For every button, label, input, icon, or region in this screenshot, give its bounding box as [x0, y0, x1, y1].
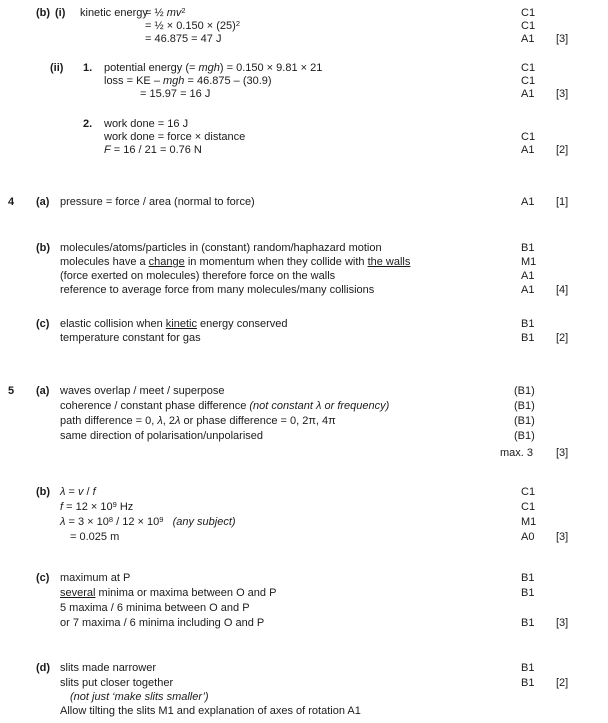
- answer-text: (force exerted on molecules) therefore force on the walls: [60, 270, 336, 282]
- scheme-line: [0, 677, 608, 690]
- answer-text: pressure = force / area (normal to force): [60, 196, 255, 208]
- mark-code: C1: [521, 486, 536, 498]
- part-label: (a): [36, 196, 50, 208]
- scheme-line: [0, 691, 608, 704]
- answer-text: waves overlap / meet / superpose: [60, 385, 225, 397]
- mark-total: [2]: [556, 144, 569, 156]
- mark-code: A0: [521, 531, 535, 543]
- scheme-line: [0, 256, 608, 269]
- mark-total: [3]: [556, 617, 569, 629]
- mark-code: B1: [521, 318, 535, 330]
- answer-text: molecules/atoms/particles in (constant) random/haphazard motion: [60, 242, 382, 254]
- mark-code: (B1): [514, 415, 535, 427]
- answer-text: slits put closer together: [60, 677, 174, 689]
- scheme-line: [0, 284, 608, 297]
- mark-code: B1: [521, 332, 535, 344]
- scheme-line: [0, 88, 608, 101]
- mark-code: C1: [521, 20, 536, 32]
- scheme-line: [0, 531, 608, 544]
- part-label: (c): [36, 572, 50, 584]
- answer-text: potential energy (= mgh) = 0.150 × 9.81 × 21: [104, 62, 323, 74]
- mark-code: B1: [521, 587, 535, 599]
- mark-code: M1: [521, 516, 537, 528]
- answer-text: slits made narrower: [60, 662, 156, 674]
- answer-text: maximum at P: [60, 572, 131, 584]
- answer-text: = ½ $mv^2$: [145, 5, 186, 19]
- part-label: (a): [36, 385, 50, 397]
- answer-text: = ½ × $0.150 \times (25)^2$: [145, 18, 240, 32]
- mark-code: A1: [521, 284, 535, 296]
- part-label: (b): [36, 7, 51, 19]
- mark-code: C1: [521, 62, 536, 74]
- answer-text: $\lambda = 3 \times 10^8 / 12 \times 10^9$ (any subject): [60, 514, 236, 528]
- answer-text: λ = v / f: [60, 486, 96, 498]
- mark-code: A1: [521, 270, 535, 282]
- answer-text: molecules have a change in momentum when they collide with the walls: [60, 256, 411, 268]
- answer-text: F = 16 / 21 = 0.76 N: [104, 144, 202, 156]
- answer-text: loss = KE – mgh = 46.875 – (30.9): [104, 75, 272, 87]
- answer-text: temperature constant for gas: [60, 332, 201, 344]
- mark-total: [2]: [556, 332, 569, 344]
- mark-total: [3]: [556, 531, 569, 543]
- answer-text: coherence / constant phase difference (not constant λ or frequency): [60, 400, 390, 412]
- mark-code: A1: [521, 196, 535, 208]
- answer-text: = 15.97 = 16 J: [140, 88, 211, 100]
- answer-text: path difference = 0, λ, 2λ or phase difference = 0, 2π, 4π: [60, 415, 336, 427]
- mark-code: B1: [521, 677, 535, 689]
- answer-text: kinetic energy: [80, 7, 148, 19]
- scheme-line: [0, 7, 608, 20]
- answer-text: Allow tilting the slits M1 and explanation of axes of rotation A1: [60, 705, 361, 717]
- scheme-line: [0, 617, 608, 630]
- mark-code: C1: [521, 7, 536, 19]
- mark-code: C1: [521, 501, 536, 513]
- mark-code: (B1): [514, 400, 535, 412]
- mark-code: (B1): [514, 385, 535, 397]
- mark-total: [3]: [556, 33, 569, 45]
- answer-text: work done = 16 J: [104, 118, 189, 130]
- mark-code: A1: [521, 33, 535, 45]
- answer-text: reference to average force from many molecules/many collisions: [60, 284, 375, 296]
- mark-code: B1: [521, 617, 535, 629]
- part-label: (d): [36, 662, 51, 674]
- mark-code: A1: [521, 144, 535, 156]
- answer-text: work done = force × distance: [104, 131, 246, 143]
- answer-text: 5 maxima / 6 minima between O and P: [60, 602, 250, 614]
- scheme-line: [0, 705, 608, 718]
- answer-text: $f = 12 \times 10^9$ Hz: [60, 499, 134, 513]
- mark-total: [1]: [556, 196, 569, 208]
- scheme-line: [0, 602, 608, 615]
- answer-text: several minima or maxima between O and P: [60, 587, 277, 599]
- mark-code: M1: [521, 256, 537, 268]
- mark-total: [2]: [556, 677, 569, 689]
- scheme-line: [0, 400, 608, 413]
- scheme-line: [0, 270, 608, 283]
- scheme-line: [0, 62, 608, 75]
- question-number: 4: [8, 196, 15, 208]
- scheme-line: [0, 242, 608, 255]
- scheme-line: [0, 144, 608, 157]
- scheme-line: [0, 33, 608, 46]
- answer-text: or 7 maxima / 6 minima including O and P: [60, 617, 265, 629]
- mark-total: [4]: [556, 284, 569, 296]
- answer-text: = 0.025 m: [70, 531, 120, 543]
- scheme-line: [0, 501, 608, 514]
- question-number: 5: [8, 385, 15, 397]
- scheme-line: [0, 662, 608, 675]
- mark-code: B1: [521, 242, 535, 254]
- part-label: (c): [36, 318, 50, 330]
- scheme-line: [0, 415, 608, 428]
- item-number: 2.: [83, 118, 93, 130]
- scheme-line: [0, 20, 608, 33]
- scheme-line: [0, 447, 608, 460]
- scheme-line: [0, 196, 608, 209]
- mark-code: A1: [521, 88, 535, 100]
- scheme-line: [0, 118, 608, 131]
- mark-code: C1: [521, 131, 536, 143]
- mark-code: B1: [521, 662, 535, 674]
- scheme-line: [0, 486, 608, 499]
- answer-text: same direction of polarisation/unpolarised: [60, 430, 264, 442]
- mark-code: B1: [521, 572, 535, 584]
- answer-text: (not just ‘make slits smaller’): [70, 691, 209, 703]
- sub-part-label: (ii): [50, 62, 64, 74]
- scheme-line: [0, 385, 608, 398]
- answer-text: = 46.875 = 47 J: [145, 33, 222, 45]
- mark-code: (B1): [514, 430, 535, 442]
- scheme-line: [0, 572, 608, 585]
- mark-total: [3]: [556, 447, 569, 459]
- mark-total: [3]: [556, 88, 569, 100]
- mark-code: C1: [521, 75, 536, 87]
- scheme-line: [0, 430, 608, 443]
- scheme-line: [0, 75, 608, 88]
- part-label: (b): [36, 486, 51, 498]
- scheme-line: [0, 332, 608, 345]
- scheme-line: [0, 516, 608, 529]
- max-marks-note: max. 3: [500, 447, 534, 459]
- part-label: (b): [36, 242, 51, 254]
- item-number: 1.: [83, 62, 93, 74]
- scheme-line: [0, 318, 608, 331]
- sub-part-label: (i): [55, 7, 66, 19]
- scheme-line: [0, 131, 608, 144]
- scheme-line: [0, 587, 608, 600]
- answer-text: elastic collision when kinetic energy conserved: [60, 318, 288, 330]
